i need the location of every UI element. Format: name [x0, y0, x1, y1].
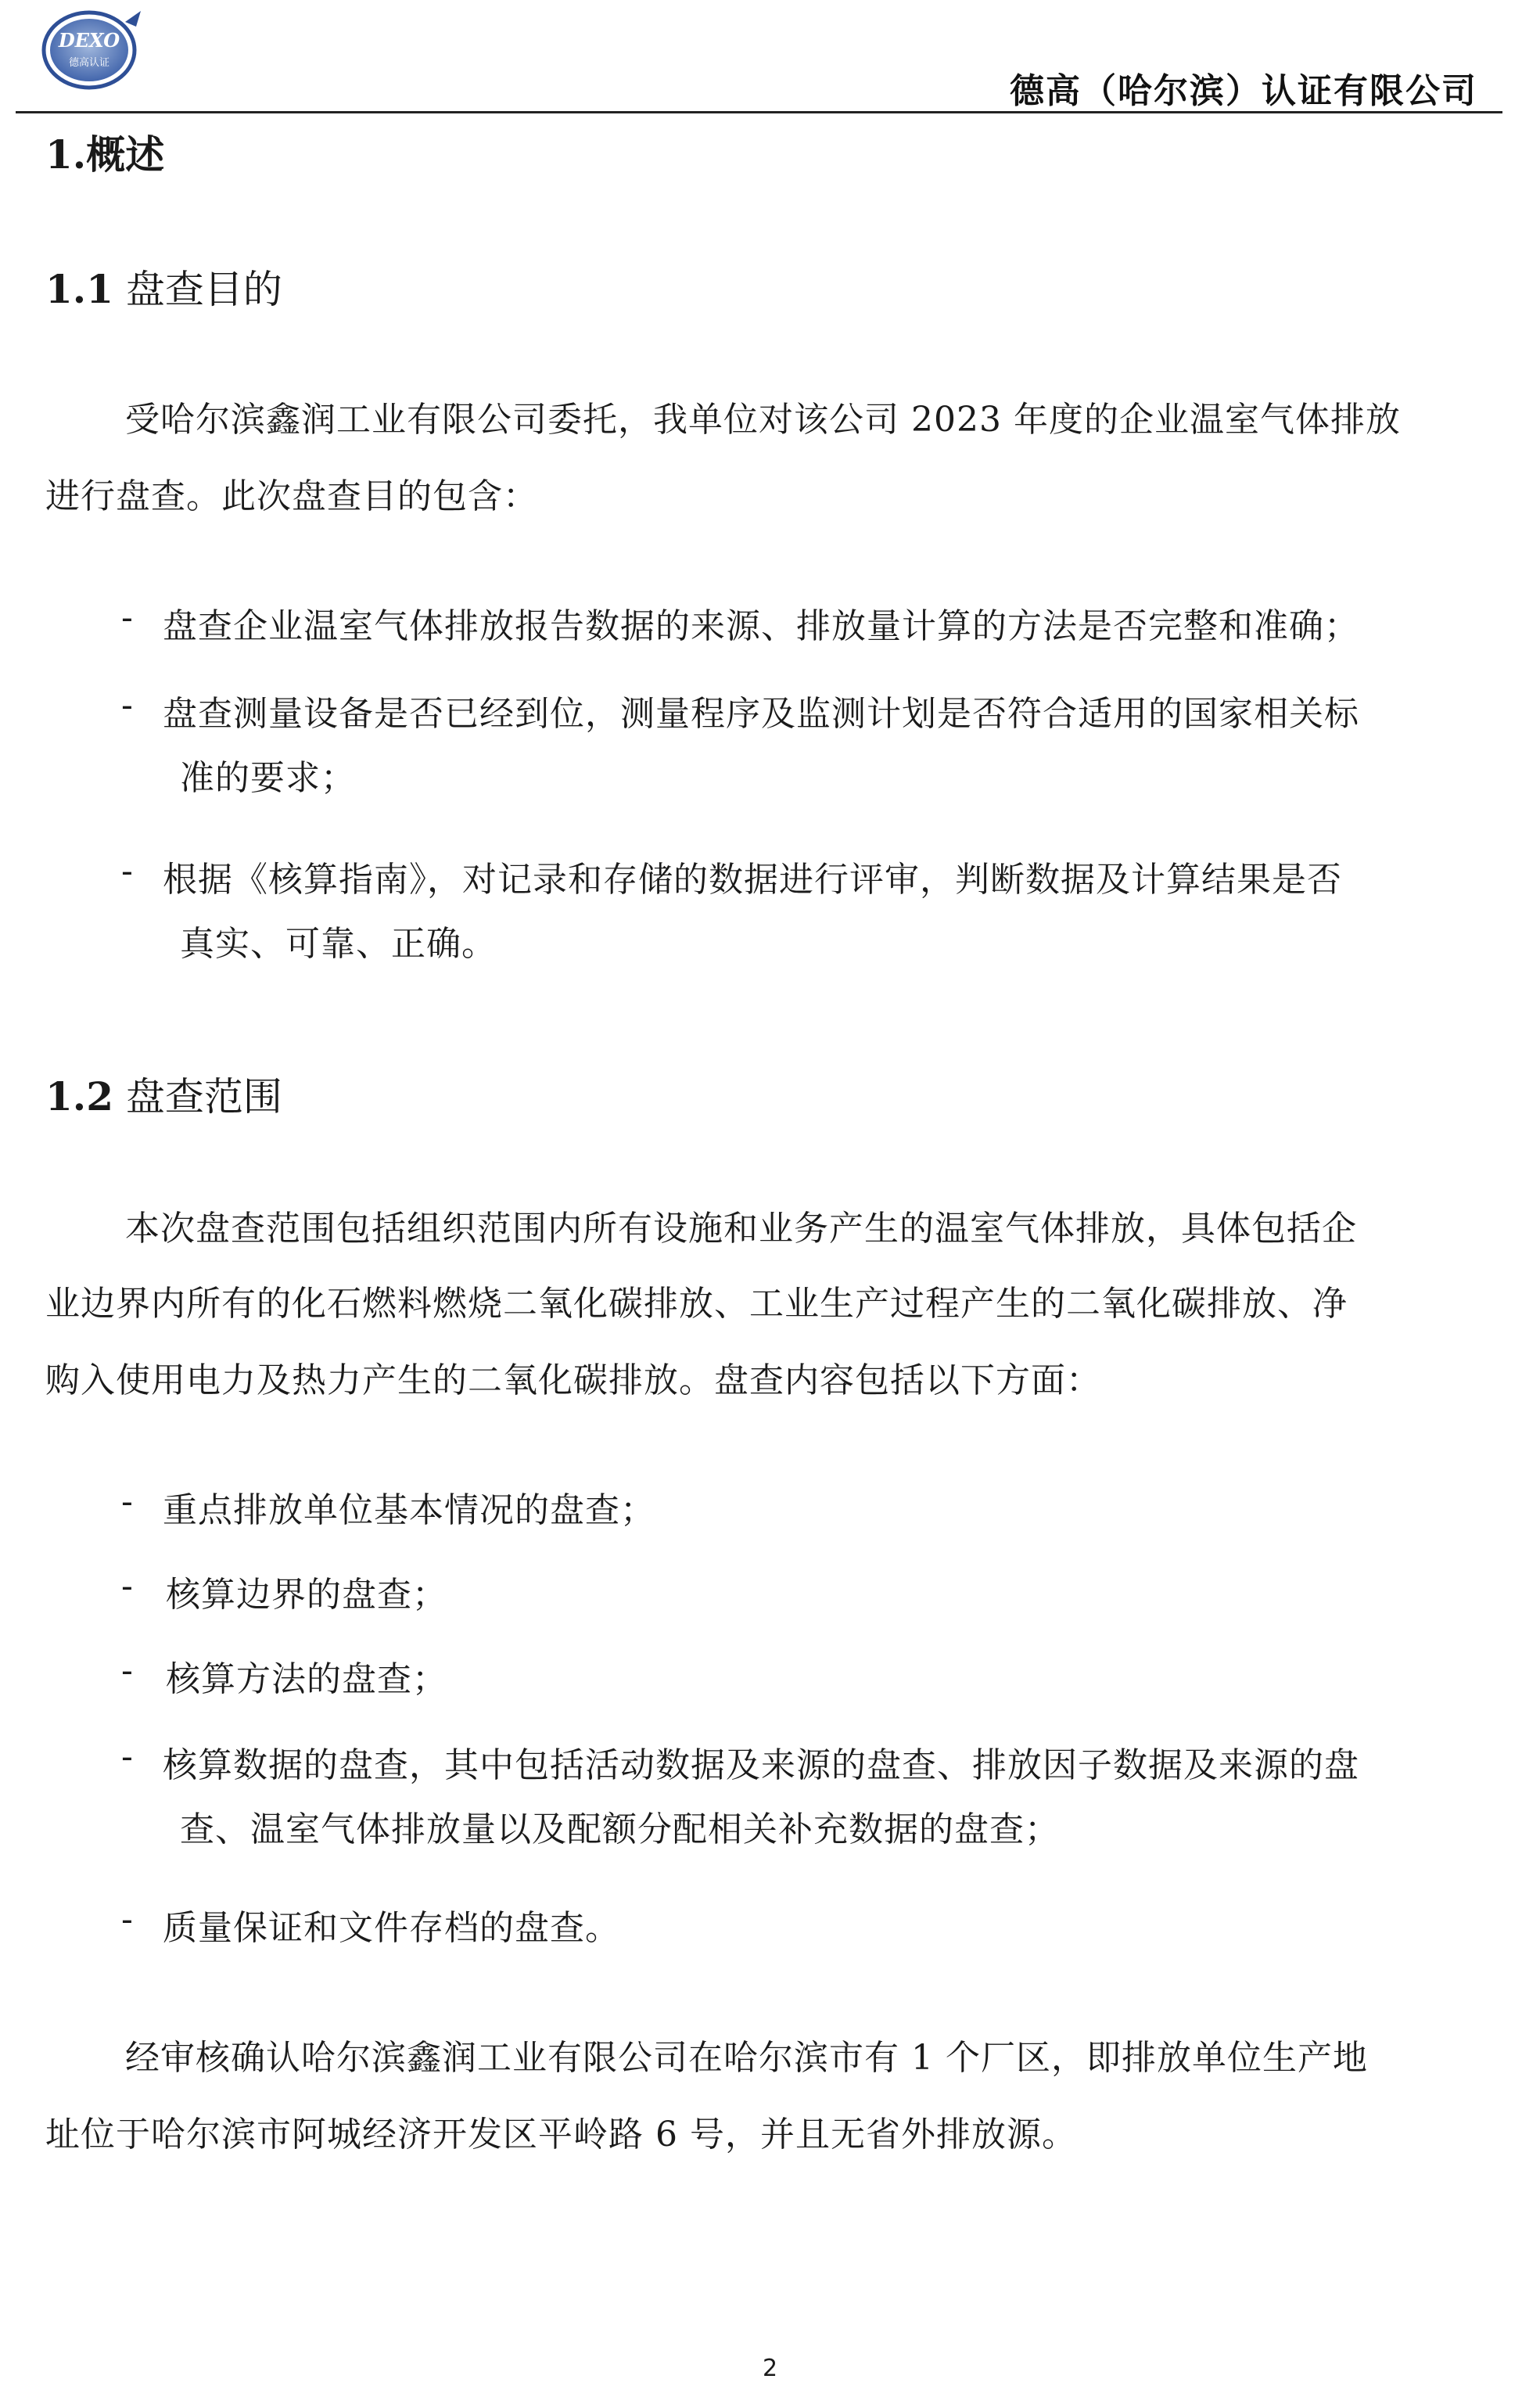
list-item: 盘查测量设备是否已经到位，测量程序及监测计划是否符合适用的国家相关标 — [163, 694, 1359, 734]
section-heading-purpose — [45, 258, 282, 314]
bullet-dash: - — [121, 851, 133, 891]
logo-subtext: 德高认证 — [68, 57, 110, 69]
paragraph-line: 进行盘查。此次盘查目的包含： — [45, 476, 538, 516]
list-item: 重点排放单位基本情况的盘查； — [163, 1490, 655, 1530]
paragraph-line: 购入使用电力及热力产生的二氧化碳排放。盘查内容包括以下方面： — [45, 1360, 1101, 1400]
paragraph-line: 业边界内所有的化石燃料燃烧二氧化碳排放、工业生产过程产生的二氧化碳排放、净 — [45, 1284, 1348, 1324]
section-heading-scope — [45, 1066, 282, 1122]
bullet-dash: - — [121, 1566, 133, 1606]
list-item: 质量保证和文件存档的盘查。 — [163, 1908, 620, 1948]
paragraph-line: 本次盘查范围包括组织范围内所有设施和业务产生的温室气体排放，具体包括企 — [125, 1209, 1357, 1249]
section-number: 1.1 — [45, 266, 113, 312]
page-number: 2 — [762, 2355, 778, 2382]
company-name: 德高（哈尔滨）认证有限公司 — [1010, 71, 1477, 111]
bullet-dash: - — [121, 1899, 133, 1939]
section-number: 1.2 — [45, 1073, 113, 1119]
section-heading-text: 盘查范围 — [125, 1074, 282, 1119]
paragraph-line: 经审核确认哈尔滨鑫润工业有限公司在哈尔滨市有 1 个厂区，即排放单位生产地 — [125, 2038, 1368, 2078]
header-divider — [16, 111, 1502, 113]
list-item-continuation: 真实、可靠、正确。 — [180, 924, 497, 964]
company-logo — [38, 6, 144, 92]
bullet-dash: - — [121, 685, 133, 725]
logo-text: DEXO — [58, 29, 120, 52]
list-item: 核算方法的盘查； — [166, 1659, 447, 1699]
bullet-dash: - — [121, 1737, 133, 1777]
bullet-dash: - — [121, 1482, 133, 1522]
list-item-continuation: 查、温室气体排放量以及配额分配相关补充数据的盘查； — [180, 1809, 1060, 1849]
list-item: 核算数据的盘查，其中包括活动数据及来源的盘查、排放因子数据及来源的盘 — [163, 1745, 1359, 1785]
bullet-dash: - — [121, 598, 133, 638]
paragraph-line: 址位于哈尔滨市阿城经济开发区平岭路 6 号，并且无省外排放源。 — [45, 2115, 1077, 2154]
list-item: 根据《核算指南》，对记录和存储的数据进行评审，判断数据及计算结果是否 — [163, 860, 1342, 900]
list-item: 核算边界的盘查； — [166, 1575, 447, 1615]
list-item-continuation: 准的要求； — [180, 758, 356, 798]
paragraph-line: 受哈尔滨鑫润工业有限公司委托，我单位对该公司 2023 年度的企业温室气体排放 — [125, 400, 1401, 440]
section-title-overview: 1.概述 — [45, 131, 165, 178]
list-item: 盘查企业温室气体排放报告数据的来源、排放量计算的方法是否完整和准确； — [163, 606, 1359, 646]
section-heading-text: 盘查目的 — [125, 267, 282, 312]
bullet-dash: - — [121, 1651, 133, 1691]
